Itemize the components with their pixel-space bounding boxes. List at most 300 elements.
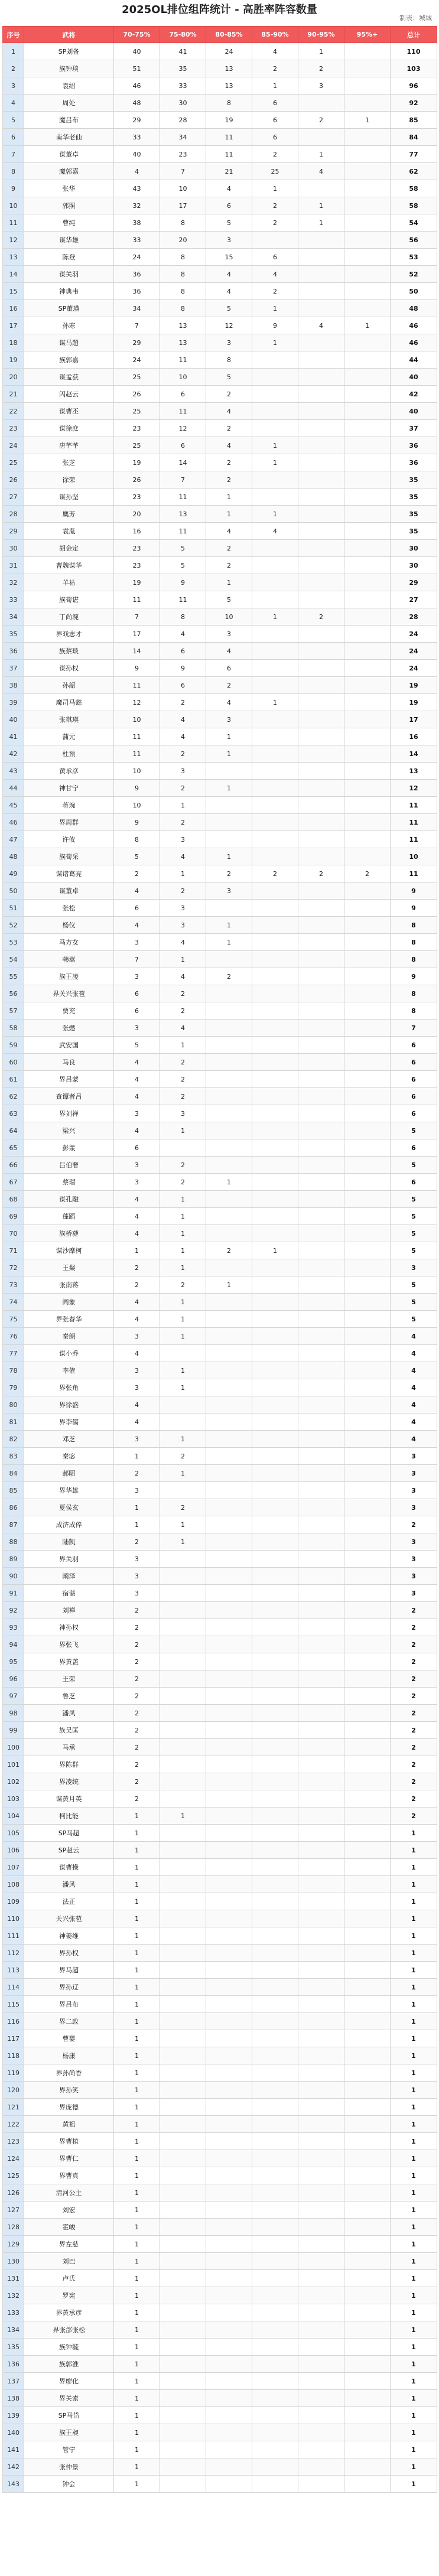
row-index: 109 bbox=[3, 1893, 24, 1910]
count-85-90 bbox=[252, 1002, 298, 1020]
count-90-95: 4 bbox=[298, 317, 344, 334]
row-total: 36 bbox=[391, 454, 437, 471]
count-75-80: 1 bbox=[160, 1294, 206, 1311]
count-75-80: 2 bbox=[160, 814, 206, 831]
count-80-85: 4 bbox=[206, 403, 252, 420]
count-90-95 bbox=[298, 1311, 344, 1328]
count-95-plus bbox=[344, 1002, 391, 1020]
count-70-75: 1 bbox=[114, 1979, 160, 1996]
count-70-75: 32 bbox=[114, 197, 160, 214]
row-total: 2 bbox=[391, 1808, 437, 1825]
general-name: 罗宪 bbox=[24, 2287, 114, 2304]
header-80-85: 80-85% bbox=[206, 27, 252, 43]
header-total: 总计 bbox=[391, 27, 437, 43]
count-80-85: 4 bbox=[206, 694, 252, 711]
count-90-95 bbox=[298, 1002, 344, 1020]
row-total: 1 bbox=[391, 1910, 437, 1927]
table-row bbox=[3, 77, 437, 95]
count-75-80: 10 bbox=[160, 180, 206, 197]
count-90-95 bbox=[298, 2270, 344, 2287]
count-90-95 bbox=[298, 523, 344, 540]
count-70-75: 1 bbox=[114, 2476, 160, 2493]
count-75-80: 23 bbox=[160, 146, 206, 163]
count-90-95 bbox=[298, 1670, 344, 1688]
count-95-plus bbox=[344, 728, 391, 745]
table-row bbox=[3, 660, 437, 677]
row-total: 85 bbox=[391, 112, 437, 129]
count-90-95 bbox=[298, 711, 344, 728]
count-75-80 bbox=[160, 1619, 206, 1636]
count-80-85 bbox=[206, 2219, 252, 2236]
count-85-90: 1 bbox=[252, 1242, 298, 1259]
table-row bbox=[3, 2339, 437, 2356]
count-70-75: 1 bbox=[114, 2013, 160, 2030]
count-95-plus bbox=[344, 711, 391, 728]
count-90-95 bbox=[298, 2099, 344, 2116]
general-name: 界周群 bbox=[24, 814, 114, 831]
table-row bbox=[3, 300, 437, 317]
row-index: 82 bbox=[3, 1431, 24, 1448]
count-90-95: 1 bbox=[298, 43, 344, 60]
count-95-plus bbox=[344, 780, 391, 797]
row-index: 67 bbox=[3, 1174, 24, 1191]
count-70-75: 25 bbox=[114, 437, 160, 454]
table-row bbox=[3, 1756, 437, 1773]
row-index: 80 bbox=[3, 1396, 24, 1414]
count-75-80: 1 bbox=[160, 1431, 206, 1448]
count-75-80 bbox=[160, 2407, 206, 2424]
row-total: 1 bbox=[391, 2339, 437, 2356]
count-95-plus bbox=[344, 1602, 391, 1619]
count-95-plus bbox=[344, 831, 391, 848]
count-70-75: 1 bbox=[114, 2287, 160, 2304]
count-80-85 bbox=[206, 1859, 252, 1876]
count-70-75: 2 bbox=[114, 1619, 160, 1636]
row-total: 110 bbox=[391, 43, 437, 60]
count-75-80 bbox=[160, 1859, 206, 1876]
count-75-80: 8 bbox=[160, 608, 206, 626]
count-85-90 bbox=[252, 1448, 298, 1465]
row-total: 2 bbox=[391, 1670, 437, 1688]
count-80-85: 19 bbox=[206, 112, 252, 129]
count-80-85 bbox=[206, 1893, 252, 1910]
count-85-90 bbox=[252, 1551, 298, 1568]
count-85-90: 4 bbox=[252, 43, 298, 60]
count-75-80: 7 bbox=[160, 163, 206, 180]
count-80-85 bbox=[206, 2013, 252, 2030]
row-total: 3 bbox=[391, 1465, 437, 1482]
count-75-80: 4 bbox=[160, 848, 206, 865]
count-90-95 bbox=[298, 2304, 344, 2321]
count-95-plus bbox=[344, 951, 391, 968]
table-row bbox=[3, 1688, 437, 1705]
general-name: 族荀谌 bbox=[24, 591, 114, 608]
count-90-95 bbox=[298, 403, 344, 420]
count-80-85 bbox=[206, 1225, 252, 1242]
count-80-85 bbox=[206, 1808, 252, 1825]
count-85-90 bbox=[252, 2167, 298, 2184]
count-70-75: 12 bbox=[114, 694, 160, 711]
table-header bbox=[3, 27, 437, 43]
row-total: 2 bbox=[391, 1739, 437, 1756]
general-name: 潘凤 bbox=[24, 1705, 114, 1722]
general-name: SP赵云 bbox=[24, 1842, 114, 1859]
count-90-95 bbox=[298, 1362, 344, 1379]
count-85-90 bbox=[252, 1722, 298, 1739]
count-80-85: 11 bbox=[206, 146, 252, 163]
table-row bbox=[3, 1945, 437, 1962]
general-name: 谋孔融 bbox=[24, 1191, 114, 1208]
row-index: 31 bbox=[3, 557, 24, 574]
lineup-stats-table bbox=[2, 26, 437, 2493]
count-85-90: 1 bbox=[252, 180, 298, 197]
table-row bbox=[3, 2030, 437, 2047]
table-row bbox=[3, 1927, 437, 1945]
count-75-80 bbox=[160, 2373, 206, 2390]
row-index: 28 bbox=[3, 506, 24, 523]
count-85-90 bbox=[252, 1979, 298, 1996]
count-75-80: 11 bbox=[160, 489, 206, 506]
count-85-90: 4 bbox=[252, 266, 298, 283]
count-95-plus bbox=[344, 900, 391, 917]
count-90-95 bbox=[298, 848, 344, 865]
count-90-95 bbox=[298, 180, 344, 197]
row-index: 137 bbox=[3, 2373, 24, 2390]
general-name: 蓬蹈 bbox=[24, 1208, 114, 1225]
general-name: 界张角 bbox=[24, 1379, 114, 1396]
count-75-80: 12 bbox=[160, 420, 206, 437]
count-75-80: 30 bbox=[160, 95, 206, 112]
general-name: 神甘宁 bbox=[24, 780, 114, 797]
count-80-85 bbox=[206, 1020, 252, 1037]
table-row bbox=[3, 1191, 437, 1208]
count-70-75: 1 bbox=[114, 1927, 160, 1945]
general-name: 谋孟获 bbox=[24, 369, 114, 386]
count-85-90 bbox=[252, 1585, 298, 1602]
count-95-plus bbox=[344, 1842, 391, 1859]
count-90-95 bbox=[298, 1756, 344, 1773]
count-95-plus bbox=[344, 1191, 391, 1208]
count-95-plus bbox=[344, 1688, 391, 1705]
count-70-75: 4 bbox=[114, 1396, 160, 1414]
count-70-75: 4 bbox=[114, 1122, 160, 1139]
count-80-85 bbox=[206, 1208, 252, 1225]
count-85-90: 1 bbox=[252, 437, 298, 454]
row-total: 46 bbox=[391, 334, 437, 351]
count-70-75: 7 bbox=[114, 317, 160, 334]
count-70-75: 23 bbox=[114, 420, 160, 437]
count-85-90: 6 bbox=[252, 249, 298, 266]
count-80-85 bbox=[206, 1396, 252, 1414]
count-80-85: 12 bbox=[206, 317, 252, 334]
count-80-85: 2 bbox=[206, 1242, 252, 1259]
general-name: 界黄承彦 bbox=[24, 2304, 114, 2321]
count-80-85 bbox=[206, 1054, 252, 1071]
row-index: 59 bbox=[3, 1037, 24, 1054]
general-name: 张华 bbox=[24, 180, 114, 197]
table-row bbox=[3, 1825, 437, 1842]
count-80-85: 13 bbox=[206, 77, 252, 95]
count-70-75: 11 bbox=[114, 591, 160, 608]
count-90-95 bbox=[298, 814, 344, 831]
table-row bbox=[3, 1962, 437, 1979]
row-index: 84 bbox=[3, 1465, 24, 1482]
count-75-80: 1 bbox=[160, 1379, 206, 1396]
table-row bbox=[3, 2476, 437, 2493]
count-70-75: 10 bbox=[114, 797, 160, 814]
row-total: 5 bbox=[391, 1276, 437, 1294]
count-70-75: 6 bbox=[114, 900, 160, 917]
row-index: 90 bbox=[3, 1568, 24, 1585]
count-90-95 bbox=[298, 2253, 344, 2270]
table-row bbox=[3, 2150, 437, 2167]
count-90-95 bbox=[298, 2030, 344, 2047]
header-75-80: 75-80% bbox=[160, 27, 206, 43]
count-80-85 bbox=[206, 1516, 252, 1533]
general-name: 许攸 bbox=[24, 831, 114, 848]
count-95-plus bbox=[344, 1345, 391, 1362]
count-90-95 bbox=[298, 1962, 344, 1979]
count-70-75: 3 bbox=[114, 1379, 160, 1396]
table-row bbox=[3, 934, 437, 951]
row-total: 6 bbox=[391, 1071, 437, 1088]
count-95-plus bbox=[344, 1105, 391, 1122]
general-name: 刘宏 bbox=[24, 2202, 114, 2219]
row-index: 45 bbox=[3, 797, 24, 814]
count-80-85 bbox=[206, 1002, 252, 1020]
row-total: 1 bbox=[391, 2013, 437, 2030]
count-80-85 bbox=[206, 1345, 252, 1362]
count-80-85: 2 bbox=[206, 420, 252, 437]
row-index: 93 bbox=[3, 1619, 24, 1636]
row-index: 114 bbox=[3, 1979, 24, 1996]
row-index: 97 bbox=[3, 1688, 24, 1705]
count-70-75: 38 bbox=[114, 214, 160, 232]
general-name: 胡金定 bbox=[24, 540, 114, 557]
table-row bbox=[3, 643, 437, 660]
row-index: 85 bbox=[3, 1482, 24, 1499]
count-75-80: 3 bbox=[160, 831, 206, 848]
general-name: 张燃 bbox=[24, 1020, 114, 1037]
row-index: 73 bbox=[3, 1276, 24, 1294]
row-index: 61 bbox=[3, 1071, 24, 1088]
count-75-80 bbox=[160, 1653, 206, 1670]
count-95-plus bbox=[344, 797, 391, 814]
row-total: 5 bbox=[391, 1225, 437, 1242]
general-name: 吕伯奢 bbox=[24, 1157, 114, 1174]
count-70-75: 4 bbox=[114, 882, 160, 900]
count-70-75: 11 bbox=[114, 677, 160, 694]
count-95-plus bbox=[344, 1756, 391, 1773]
count-95-plus bbox=[344, 2150, 391, 2167]
count-85-90 bbox=[252, 1311, 298, 1328]
count-90-95 bbox=[298, 1174, 344, 1191]
row-index: 43 bbox=[3, 763, 24, 780]
count-85-90 bbox=[252, 2373, 298, 2390]
count-75-80: 1 bbox=[160, 1516, 206, 1533]
count-80-85 bbox=[206, 1773, 252, 1790]
count-85-90 bbox=[252, 471, 298, 489]
count-95-plus bbox=[344, 2373, 391, 2390]
count-85-90 bbox=[252, 1414, 298, 1431]
count-70-75: 2 bbox=[114, 1653, 160, 1670]
count-85-90 bbox=[252, 1122, 298, 1139]
count-70-75: 9 bbox=[114, 660, 160, 677]
row-total: 9 bbox=[391, 900, 437, 917]
count-85-90 bbox=[252, 2253, 298, 2270]
count-70-75: 1 bbox=[114, 1893, 160, 1910]
count-75-80: 1 bbox=[160, 1465, 206, 1482]
count-80-85 bbox=[206, 1739, 252, 1756]
count-70-75: 24 bbox=[114, 351, 160, 369]
count-90-95 bbox=[298, 1071, 344, 1088]
general-name: 谋曹操 bbox=[24, 1859, 114, 1876]
count-95-plus bbox=[344, 643, 391, 660]
row-total: 28 bbox=[391, 608, 437, 626]
count-80-85 bbox=[206, 2304, 252, 2321]
general-name: 黄承彦 bbox=[24, 763, 114, 780]
count-80-85: 4 bbox=[206, 437, 252, 454]
general-name: 界廖化 bbox=[24, 2373, 114, 2390]
table-row bbox=[3, 1619, 437, 1636]
general-name: 秦朗 bbox=[24, 1328, 114, 1345]
row-total: 36 bbox=[391, 437, 437, 454]
count-80-85 bbox=[206, 831, 252, 848]
count-95-plus bbox=[344, 2236, 391, 2253]
count-80-85 bbox=[206, 1431, 252, 1448]
row-index: 62 bbox=[3, 1088, 24, 1105]
count-75-80: 1 bbox=[160, 1122, 206, 1139]
count-90-95 bbox=[298, 2013, 344, 2030]
count-85-90 bbox=[252, 848, 298, 865]
count-95-plus bbox=[344, 2202, 391, 2219]
count-90-95 bbox=[298, 232, 344, 249]
general-name: SP马岱 bbox=[24, 2407, 114, 2424]
count-80-85 bbox=[206, 1311, 252, 1328]
count-80-85: 1 bbox=[206, 848, 252, 865]
count-85-90: 1 bbox=[252, 77, 298, 95]
general-name: 谋小乔 bbox=[24, 1345, 114, 1362]
table-row bbox=[3, 214, 437, 232]
count-75-80 bbox=[160, 1927, 206, 1945]
row-total: 11 bbox=[391, 814, 437, 831]
count-75-80: 11 bbox=[160, 591, 206, 608]
table-row bbox=[3, 1414, 437, 1431]
row-index: 127 bbox=[3, 2202, 24, 2219]
count-90-95 bbox=[298, 2424, 344, 2441]
count-80-85 bbox=[206, 1551, 252, 1568]
table-row bbox=[3, 266, 437, 283]
count-80-85: 1 bbox=[206, 1276, 252, 1294]
table-row bbox=[3, 2458, 437, 2476]
row-index: 89 bbox=[3, 1551, 24, 1568]
count-95-plus bbox=[344, 1396, 391, 1414]
count-85-90: 1 bbox=[252, 694, 298, 711]
count-70-75: 1 bbox=[114, 2082, 160, 2099]
count-95-plus bbox=[344, 557, 391, 574]
table-row bbox=[3, 2304, 437, 2321]
count-90-95 bbox=[298, 1945, 344, 1962]
table-row bbox=[3, 1328, 437, 1345]
row-total: 84 bbox=[391, 129, 437, 146]
table-row bbox=[3, 1670, 437, 1688]
count-70-75: 43 bbox=[114, 180, 160, 197]
count-70-75: 1 bbox=[114, 2441, 160, 2458]
general-name: 界刘禅 bbox=[24, 1105, 114, 1122]
count-85-90: 6 bbox=[252, 95, 298, 112]
count-85-90 bbox=[252, 2441, 298, 2458]
count-95-plus bbox=[344, 266, 391, 283]
count-70-75: 26 bbox=[114, 386, 160, 403]
row-index: 128 bbox=[3, 2219, 24, 2236]
count-90-95: 1 bbox=[298, 214, 344, 232]
count-70-75: 3 bbox=[114, 1328, 160, 1345]
table-row bbox=[3, 968, 437, 985]
row-index: 138 bbox=[3, 2390, 24, 2407]
count-90-95 bbox=[298, 1808, 344, 1825]
row-total: 7 bbox=[391, 1020, 437, 1037]
count-95-plus bbox=[344, 300, 391, 317]
count-85-90 bbox=[252, 814, 298, 831]
count-85-90 bbox=[252, 557, 298, 574]
row-total: 11 bbox=[391, 797, 437, 814]
table-row bbox=[3, 95, 437, 112]
count-80-85 bbox=[206, 1979, 252, 1996]
table-row bbox=[3, 1139, 437, 1157]
count-75-80: 1 bbox=[160, 1259, 206, 1276]
table-row bbox=[3, 1020, 437, 1037]
count-95-plus bbox=[344, 814, 391, 831]
count-80-85 bbox=[206, 1619, 252, 1636]
row-total: 5 bbox=[391, 1208, 437, 1225]
row-index: 58 bbox=[3, 1020, 24, 1037]
count-95-plus bbox=[344, 1259, 391, 1276]
count-80-85 bbox=[206, 1362, 252, 1379]
count-85-90 bbox=[252, 1825, 298, 1842]
row-total: 1 bbox=[391, 2373, 437, 2390]
count-70-75: 1 bbox=[114, 2390, 160, 2407]
row-index: 104 bbox=[3, 1808, 24, 1825]
count-90-95 bbox=[298, 1191, 344, 1208]
row-index: 22 bbox=[3, 403, 24, 420]
count-70-75: 3 bbox=[114, 1568, 160, 1585]
table-row bbox=[3, 1208, 437, 1225]
row-index: 122 bbox=[3, 2116, 24, 2133]
count-85-90 bbox=[252, 2339, 298, 2356]
row-total: 40 bbox=[391, 369, 437, 386]
general-name: 郭照 bbox=[24, 197, 114, 214]
count-90-95 bbox=[298, 1242, 344, 1259]
count-80-85: 1 bbox=[206, 489, 252, 506]
general-name: 张芝 bbox=[24, 454, 114, 471]
count-75-80: 2 bbox=[160, 1054, 206, 1071]
count-75-80: 2 bbox=[160, 1499, 206, 1516]
count-85-90 bbox=[252, 232, 298, 249]
count-70-75: 3 bbox=[114, 1482, 160, 1499]
count-70-75: 1 bbox=[114, 2047, 160, 2064]
count-80-85 bbox=[206, 1876, 252, 1893]
count-90-95 bbox=[298, 1653, 344, 1670]
row-total: 2 bbox=[391, 1636, 437, 1653]
count-85-90 bbox=[252, 2219, 298, 2236]
count-75-80 bbox=[160, 1551, 206, 1568]
count-95-plus bbox=[344, 2013, 391, 2030]
row-total: 77 bbox=[391, 146, 437, 163]
count-95-plus bbox=[344, 77, 391, 95]
general-name: 刘巴 bbox=[24, 2253, 114, 2270]
count-70-75: 2 bbox=[114, 1739, 160, 1756]
table-row bbox=[3, 2202, 437, 2219]
